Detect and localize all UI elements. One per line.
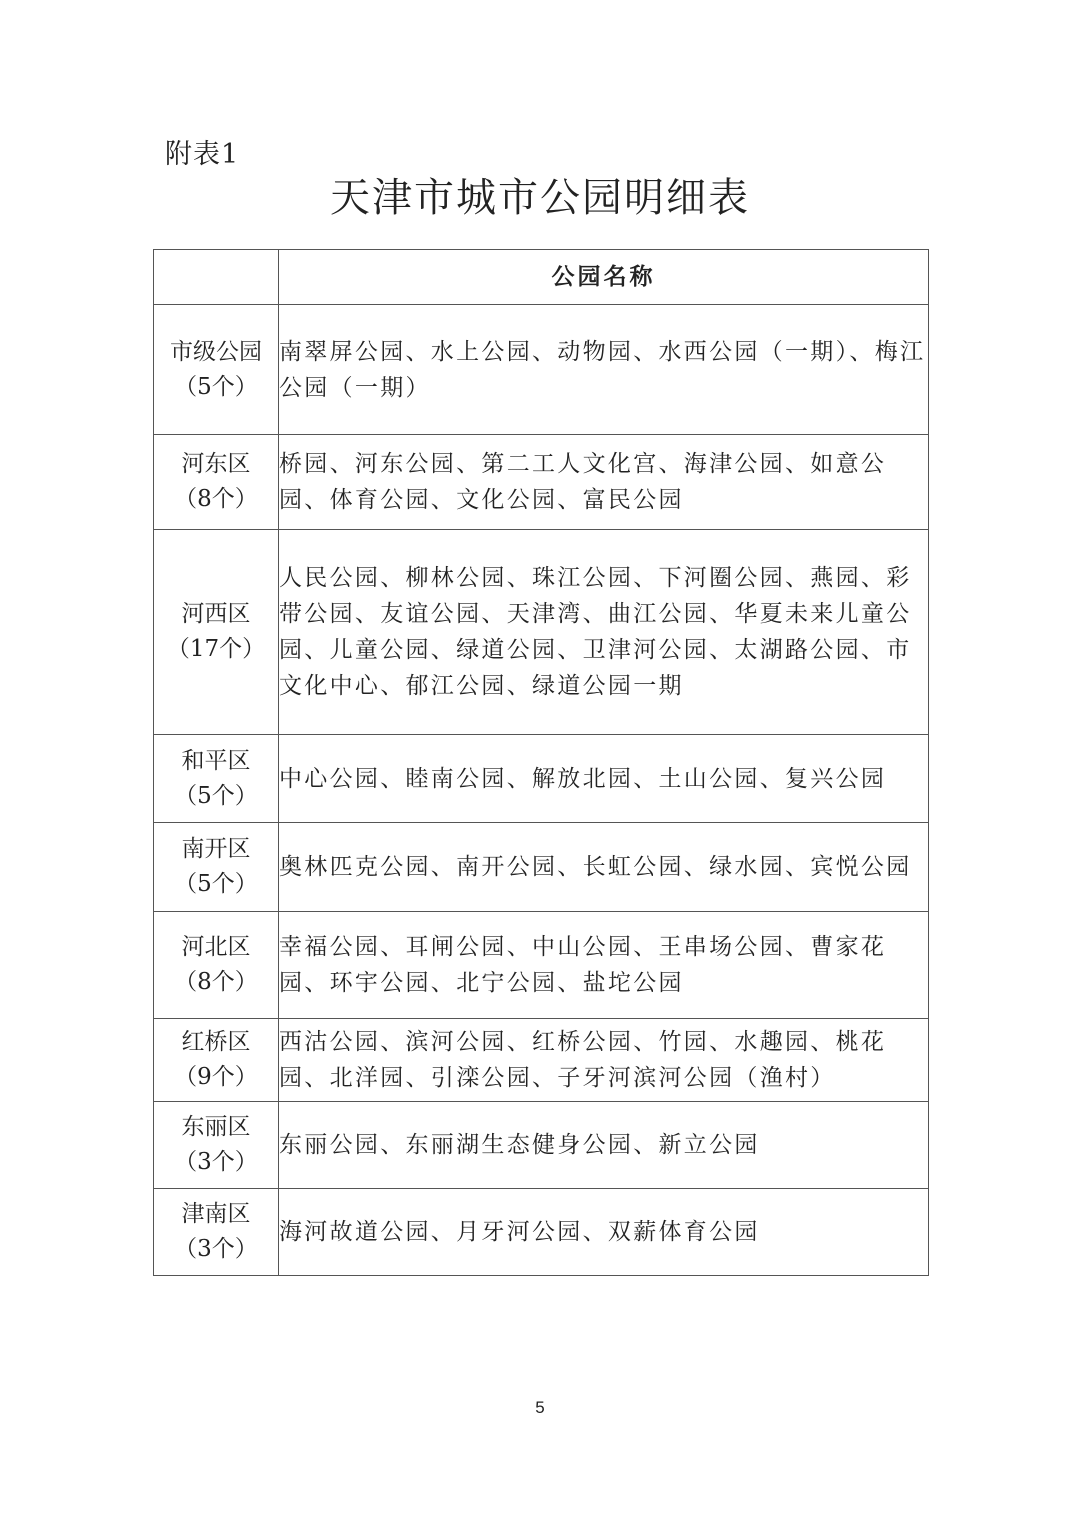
district-count: （8个） (174, 969, 258, 995)
park-names: 南翠屏公园、水上公园、动物园、水西公园（一期）、梅江公园（一期） (279, 305, 929, 435)
page-number: 5 (535, 1398, 545, 1417)
district-count: （17个） (166, 636, 266, 662)
district-name: 津南区 (181, 1201, 251, 1227)
header-blank-cell (154, 250, 279, 305)
district-cell (154, 435, 279, 530)
district-name: 红桥区 (181, 1029, 251, 1055)
district-cell (154, 1102, 279, 1189)
district-cell (154, 823, 279, 912)
district-cell (154, 912, 279, 1019)
table-row (154, 735, 929, 823)
header-park-name: 公园名称 (279, 250, 929, 305)
table-row (154, 1019, 929, 1102)
district-name: 河东区 (181, 451, 251, 477)
district-count: （9个） (174, 1064, 258, 1090)
page-title: 天津市城市公园明细表 (330, 175, 750, 221)
table-row (154, 435, 929, 530)
park-names: 西沽公园、滨河公园、红桥公园、竹园、水趣园、桃花园、北洋园、引滦公园、子牙河滨河公园（渔村） (279, 1019, 929, 1102)
park-names: 奥林匹克公园、南开公园、长虹公园、绿水园、宾悦公园 (279, 823, 929, 912)
district-name: 河北区 (181, 934, 251, 960)
table-row (154, 912, 929, 1019)
district-cell (154, 530, 279, 735)
park-names: 人民公园、柳林公园、珠江公园、下河圈公园、燕园、彩带公园、友谊公园、天津湾、曲江公园、华夏未来儿童公园、儿童公园、绿道公园、卫津河公园、太湖路公园、市文化中心、郁江公园、绿道公园一期 (279, 530, 929, 735)
district-count: （3个） (174, 1149, 258, 1175)
district-name: 南开区 (181, 836, 251, 862)
district-cell (154, 305, 279, 435)
park-names: 东丽公园、东丽湖生态健身公园、新立公园 (279, 1102, 929, 1189)
appendix-label: 附表1 (165, 139, 240, 170)
park-names: 海河故道公园、月牙河公园、双薪体育公园 (279, 1189, 929, 1276)
district-cell (154, 735, 279, 823)
park-names: 桥园、河东公园、第二工人文化宫、海津公园、如意公园、体育公园、文化公园、富民公园 (279, 435, 929, 530)
district-cell (154, 1019, 279, 1102)
district-name: 东丽区 (181, 1114, 251, 1140)
district-cell (154, 1189, 279, 1276)
district-count: （5个） (174, 373, 258, 400)
parks-table (153, 249, 929, 1276)
table-row (154, 530, 929, 735)
district-count: （5个） (174, 871, 258, 897)
park-names: 幸福公园、耳闸公园、中山公园、王串场公园、曹家花园、环宇公园、北宁公园、盐坨公园 (279, 912, 929, 1019)
district-name: 河西区 (181, 601, 251, 627)
table-header-row (154, 250, 929, 305)
district-count: （3个） (174, 1236, 258, 1262)
district-name: 市级公园 (170, 338, 262, 365)
district-name: 和平区 (181, 747, 251, 774)
table-row (154, 1189, 929, 1276)
park-names: 中心公园、睦南公园、解放北园、土山公园、复兴公园 (279, 735, 929, 823)
table-row (154, 305, 929, 435)
district-count: （5个） (174, 782, 258, 809)
district-count: （8个） (174, 486, 258, 512)
table-row (154, 1102, 929, 1189)
table-row (154, 823, 929, 912)
